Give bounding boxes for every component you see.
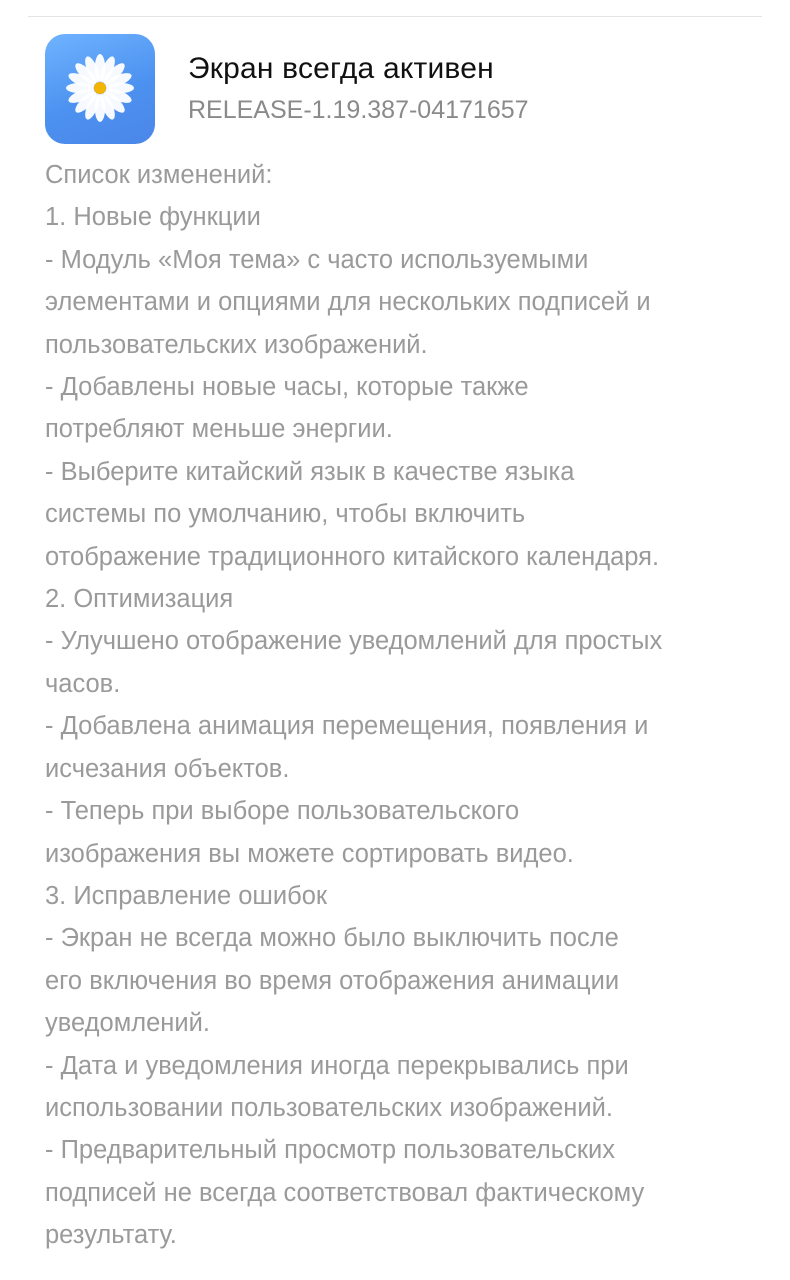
changelog-line: - Добавлены новые часы, которые также	[45, 373, 529, 402]
changelog-line: часов.	[45, 669, 121, 698]
changelog-line: - Модуль «Моя тема» с часто используемыми	[45, 245, 589, 274]
changelog-line: изображения вы можете сортировать видео.	[45, 839, 574, 868]
changelog-line: исчезания объектов.	[45, 754, 290, 783]
changelog-line: отображение традиционного китайского календаря.	[45, 542, 660, 571]
changelog-line: пользовательских изображений.	[45, 330, 428, 359]
app-header	[45, 34, 765, 144]
changelog-line: уведомлений.	[45, 1009, 210, 1038]
changelog-line: - Выберите китайский язык в качестве языка	[45, 457, 575, 486]
changelog-section-title: 2. Оптимизация	[45, 585, 234, 614]
changelog-line: - Предварительный просмотр пользовательских	[45, 1136, 615, 1165]
changelog-line: подписей не всегда соответствовал фактическому	[45, 1178, 645, 1207]
changelog-section-title: 1. Новые функции	[45, 203, 261, 232]
changelog-line: - Экран не всегда можно было выключить после	[45, 924, 619, 953]
daisy-flower-icon	[45, 34, 155, 144]
changelog-section-title: 3. Исправление ошибок	[45, 881, 328, 910]
changelog-line: - Добавлена анимация перемещения, появления и	[45, 712, 649, 741]
changelog-line: потребляют меньше энергии.	[45, 415, 393, 444]
changelog-line: использовании пользовательских изображений.	[45, 1093, 613, 1122]
changelog-list	[45, 154, 760, 1257]
app-version: RELEASE-1.19.387-04171657	[188, 96, 529, 124]
changelog-line: элементами и опциями для нескольких подписей и	[45, 288, 651, 317]
changelog-line: - Дата и уведомления иногда перекрывались при	[45, 1051, 629, 1080]
changelog-line: - Улучшено отображение уведомлений для простых	[45, 627, 663, 656]
changelog-line: системы по умолчанию, чтобы включить	[45, 500, 526, 529]
changelog-heading: Список изменений:	[45, 161, 273, 189]
top-divider	[28, 16, 762, 17]
changelog-line: результату.	[45, 1221, 177, 1250]
changelog-line: его включения во время отображения анимации	[45, 966, 620, 995]
app-title: Экран всегда активен	[188, 52, 494, 85]
changelog-line: - Теперь при выборе пользовательского	[45, 797, 520, 826]
